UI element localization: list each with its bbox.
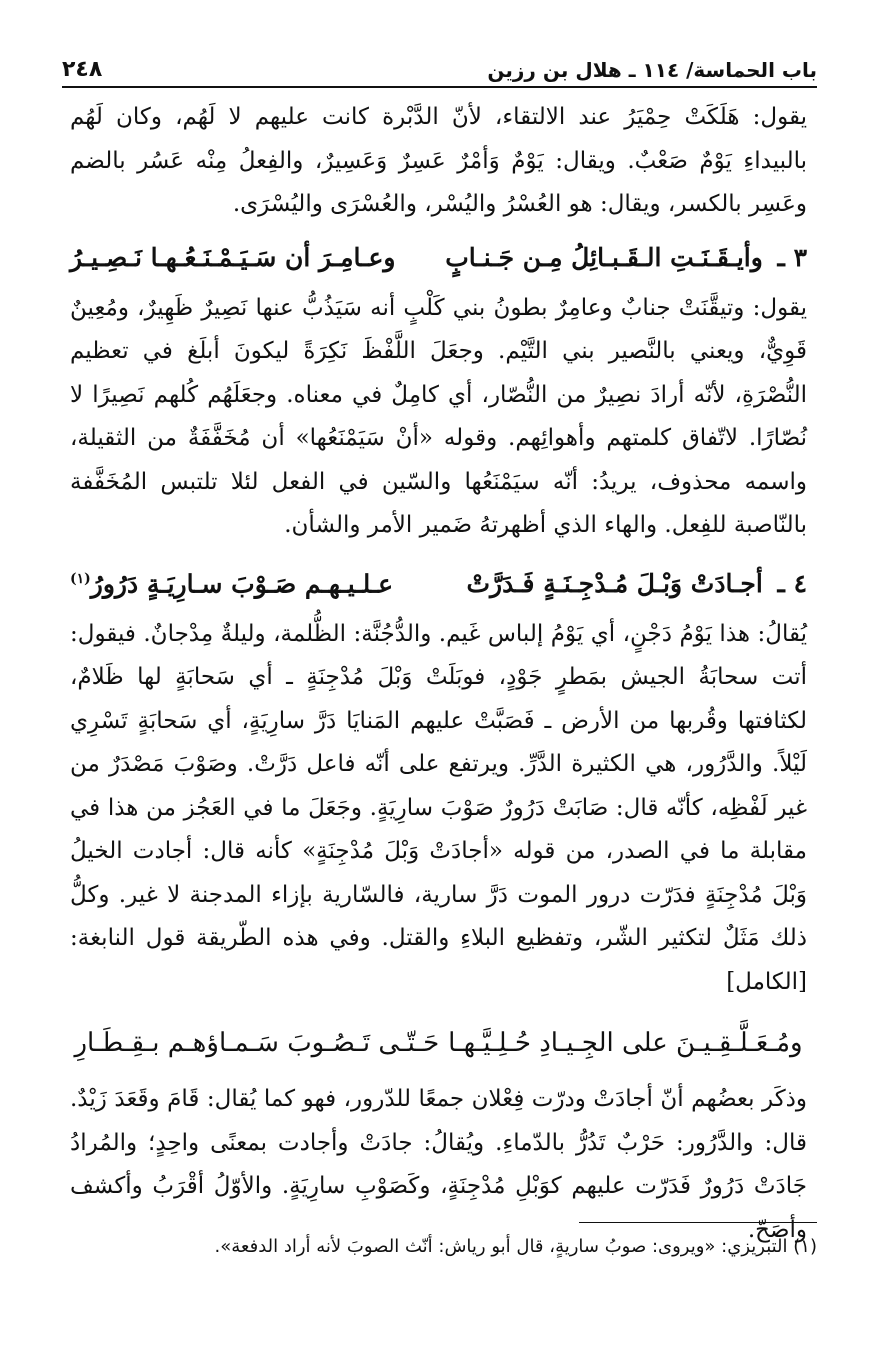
verse-3-number: ٣ ـ — [777, 242, 807, 272]
commentary-paragraph-1: يقول: هَلَكَتْ حِمْيَرُ عند الالتقاء، لأنّ الدَّبْرة كانت عليهم لا لَهُم، وكان لَهُم بالبيداءِ يَوْمٌ صَعْبٌ. ويقال: يَوْمٌ وَأمْرٌ عَسِرٌ وَعَسِيرٌ، والفِعلُ مِنْه عَسُر بالضم وعَسِر بالكسر، ويقال: هو العُسْرُ واليُسْر، والعُسْرَى واليُسْرَى. — [70, 104, 807, 217]
verse-4 — [70, 554, 807, 609]
verse-4-first-hemistich — [467, 559, 808, 609]
commentary-paragraph-2: يقول: وتيقَّنَتْ جنابٌ وعامِرٌ بطونُ بني كَلْبٍ أنه سَيَذُبُّ عنها نَصِيرٌ ظَهِيرٌ، ومُعِينٌ قَوِيٌّ، ويعني بالنَّصير بني التَّيْم. وجعَلَ اللَّفْظَ نَكِرَةً ليكونَ أبلَغ في تعظيم النُّصْرَةِ، لأنّه أرادَ نصِيرٌ من النُّصّار، أي كامِلٌ في معناه. وجعَلَهُم كُلهم نَصِيرًا لا نُصّارًا. لاتّفاق كلمتهم وأهوائِهم. وقوله «أنْ سَيَمْنَعُها» أن مُخَفَّفَةٌ من الثقيلة، واسمه محذوف، يريدُ: أنّه سيَمْنَعُها والسّين في الفعل لئلا تلتبس المُخَفَّفة بالنّاصبة للفِعل. والهاء الذي أظهرتهُ ضَمير الأمر والشأن. — [70, 294, 807, 538]
verse-4-second-text: عـلـيـهـم صَـوْبَ سـارِيَـةٍ دَرُورُ — [90, 568, 394, 598]
footnote-divider — [579, 1222, 817, 1223]
footnote: (١) التبريزي: «ويروى: صوبُ ساريةٍ، قال أبو رياش: أنّث الصوبَ لأنه أراد الدفعة». — [214, 1236, 817, 1257]
verse-4-first-text: أجـادَتْ وَبْـلَ مُـدْجِـنَـةٍ فَـدَرَّتْ — [466, 568, 763, 598]
page-header — [62, 42, 817, 88]
quoted-verse-first-hemistich: ومُـعَـلَّـقِـيـنَ على الجِـيـادِ حُـلِـيَّـهـا — [448, 1028, 803, 1059]
commentary-paragraph-4: وذكَر بعضُهم أنّ أجادَتْ ودرّت فِعْلان جمعًا للدّرور، فهو كما يُقال: قَامَ وقَعَدَ زَيْدٌ. قال: والدَّرُور: حَرْبٌ تَدُرُّ بالدّماءِ. ويُقالُ: جادَتْ وأجادت بمعنًى واحِدٍ؛ والمُرادُ جَادَتْ دَرُورٌ فَدَرّت عليهم كوَبْلِ مُدْجِنَةٍ، وكَصَوْبِ سارِيَةٍ. والأوّلُ أقْرَبُ وأكشف وأصَحّ. — [70, 1086, 808, 1243]
verse-4-number: ٤ ـ — [777, 568, 807, 598]
commentary-paragraph-3: يُقالُ: هذا يَوْمُ دَجْنٍ، أي يَوْمُ إلباس غَيم. والدُّجُنَّة: الظُّلمة، وليلةٌ مِدْجانٌ. فيقول: أتت سحابَةُ الجيش بمَطرٍ جَوْدٍ، فوبَلَتْ وَبْلَ مُدْجِنَةٍ ـ أي سَحابَةٍ لها ظَلامٌ، لكثافتها وقُربها من الأرض ـ فَصَبَّتْ عليهم المَنايَا دَرَّ سارِيَةٍ، أي سَحابَةٍ تَسْرِي لَيْلاً. والدَّرُور، هي الكثيرة الدَّرِّ. ويرتفع على أنّه فاعل دَرَّتْ. وصَوْبَ مَصْدَرٌ من غير لَفْظِه، كأنّه قال: صَابَتْ دَرُورٌ صَوْبَ سارِيَةٍ. وجَعَلَ ما في العَجُز من هذا في مقابلة ما في الصدر، من قوله «أجادَتْ وَبْلَ مُدْجِنَةٍ» كأنه قال: أجادت الخيلُ وَبْلَ مُدْجِنَةٍ فدَرّت درور الموت دَرَّ سارية، فالسّارية بإزاء المدجنة لا غير. وكلُّ ذلك مَثَلٌ لتكثير الشّر، وتفظيع البلاءِ والقتل. وفي هذه الطّريقة قول النابغة: [الكامل] — [70, 620, 807, 995]
page-body — [70, 96, 807, 1252]
quoted-verse-nabigha — [70, 1018, 807, 1068]
footnote-marker[interactable]: (١) — [70, 570, 91, 587]
page-number: ٢٤٨ — [62, 57, 103, 82]
verse-3 — [70, 233, 807, 283]
verse-3-first-text: وأيـقَـنَـتِ الـقَـبـائِلُ مِـن جَـنـابٍ — [445, 242, 763, 272]
running-head: باب الحماسة/ ١١٤ ـ هلال بن رزين — [487, 58, 817, 82]
quoted-verse-second-hemistich: حَـتّـى تَـصُـوبَ سَـمـاؤهـم بـقِـطَـارِ — [74, 1028, 440, 1059]
verse-3-second-hemistich: وعـامِـرَ أن سَـيَـمْـنَـعُـهـا نَـصِـيـرُ — [70, 242, 396, 272]
verse-3-first-hemistich — [445, 233, 807, 283]
verse-4-second-hemistich — [70, 554, 393, 609]
